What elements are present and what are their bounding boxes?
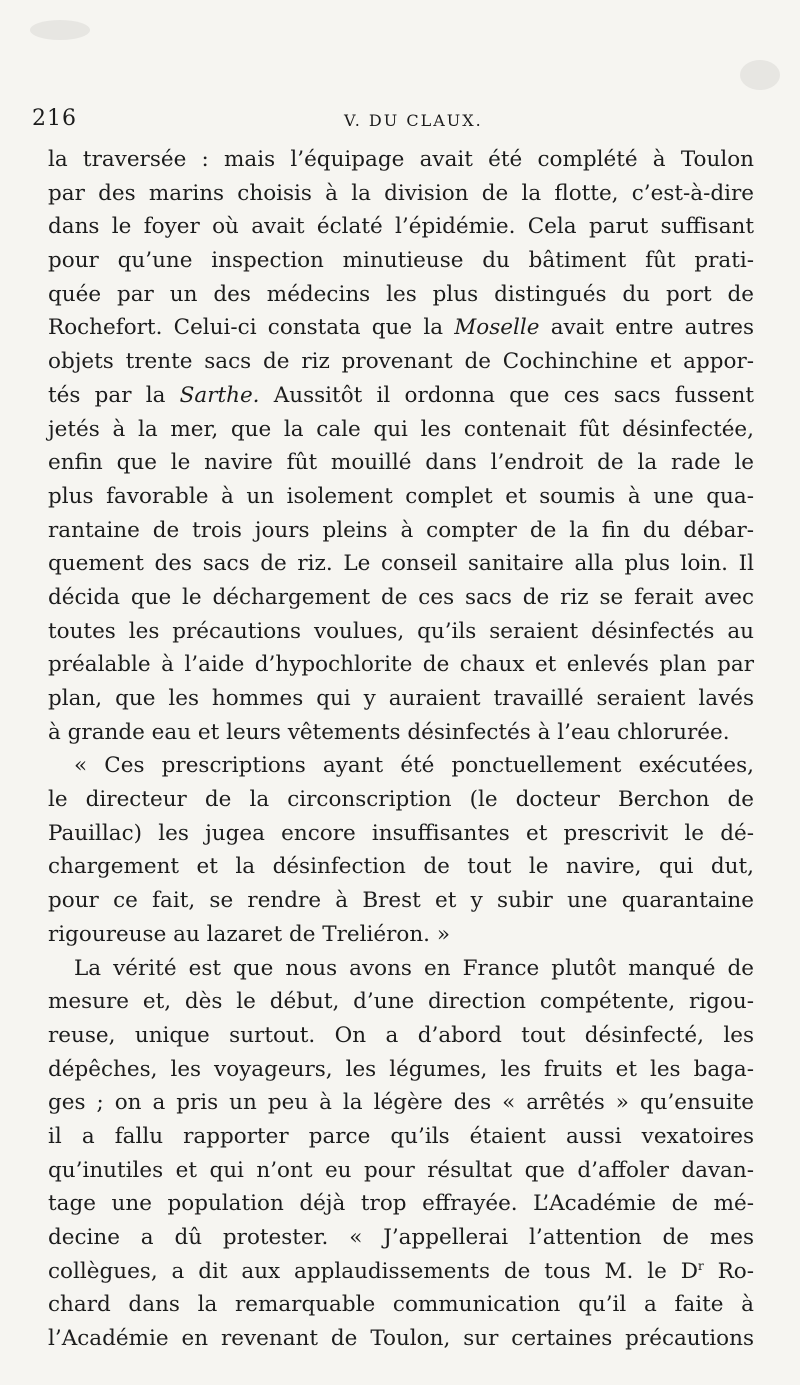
line-text: Pauillac) les jugea encore insuffisantes et prescrivit le dé- [48,820,754,846]
line-text: decine a dû protester. « J’appellerai l’attention de mes [48,1225,754,1250]
text-line [48,143,754,177]
text-line [48,716,754,750]
italic-ship-name: Moselle [454,315,540,341]
text-line [48,446,754,480]
line-text: quée par un des médecins les plus distingués du port de [48,281,754,307]
line-text: tage une population déjà trop effrayée. L’Académie de mé- [48,1191,754,1217]
italic-ship-name: Sarthe. [179,382,260,408]
line-text: toutes les précautions voulues, qu’ils seraient désinfectés au [48,618,754,644]
line-text: rigoureuse au lazaret de Treliéron. » [48,921,450,947]
line-text: quement des sacs de riz. Le conseil sanitaire alla plus loin. Il [48,551,754,577]
line-text: le directeur de la circonscription (le docteur Berchon de [48,787,754,813]
line-text: pour ce fait, se rendre à Brest et y subir une quarantaine [48,888,754,914]
text-line [48,648,754,682]
line-text: enfin que le navire fût mouillé dans l’endroit de la rade le [48,450,754,476]
running-head: V. DU CLAUX. [344,111,483,130]
superscript: r [697,1258,704,1273]
line-text: ges ; on a pris un peu à la légère des « arrêtés » qu’ensuite [48,1090,754,1116]
text-line [48,311,754,345]
page-number: 216 [32,106,77,131]
line-text: La vérité est que nous avons en France plutôt manqué de [74,955,754,981]
line-text: par des marins choisis à la division de la flotte, c’est-à-dire [48,180,754,206]
text-line [48,514,754,548]
text-line [48,817,754,851]
text-line [48,1019,754,1053]
text-line [48,1086,754,1120]
line-text: Ro- [703,1258,754,1284]
text-line [48,884,754,918]
text-line [48,345,754,379]
line-text: il a fallu rapporter parce qu’ils étaient aussi vexatoires [48,1123,754,1149]
line-text: Aussitôt il ordonna que ces sacs fussent [259,382,754,408]
text-line [48,1120,754,1154]
line-text: collègues, a dit aux applaudissements de tous M. le D [48,1258,698,1284]
line-text: avait entre autres [539,315,754,341]
text-line [48,749,754,783]
text-line [48,278,754,312]
text-line [48,615,754,649]
text-line [48,918,754,952]
paper-smudge [740,60,780,90]
line-text: mesure et, dès le début, d’une direction compétente, rigou- [48,989,754,1015]
text-line [48,480,754,514]
line-text: « Ces prescriptions ayant été ponctuellement exécutées, [74,753,754,779]
text-line [48,1288,754,1322]
text-line [48,1255,754,1289]
text-line [48,413,754,447]
line-text: à grande eau et leurs vêtements désinfectés à l’eau chlorurée. [48,719,730,745]
text-line [48,379,754,413]
text-line [48,547,754,581]
line-text: chargement et la désinfection de tout le navire, qui dut, [48,854,754,880]
line-text: décida que le déchargement de ces sacs de riz se ferait avec [48,584,754,610]
line-text: rantaine de trois jours pleins à compter de la fin du débar- [48,517,754,543]
text-line [48,210,754,244]
line-text: préalable à l’aide d’hypochlorite de chaux et enlevés plan par [48,652,754,678]
line-text: pour qu’une inspection minutieuse du bâtiment fût prati- [48,248,754,274]
text-line [48,581,754,615]
line-text: dépêches, les voyageurs, les légumes, les fruits et les baga- [48,1056,754,1082]
line-text: chard dans la remarquable communication qu’il a faite à [48,1292,754,1318]
text-line [48,985,754,1019]
line-text: plan, que les hommes qui y auraient travaillé seraient lavés [48,686,754,711]
text-line [48,1322,754,1356]
line-text: qu’inutiles et qui n’ont eu pour résultat que d’affoler davan- [48,1157,754,1183]
text-line [48,1187,754,1221]
text-line [48,1154,754,1188]
text-line [48,1053,754,1087]
page-header [32,106,772,140]
text-line [48,1221,754,1255]
text-line [48,952,754,986]
text-line [48,682,754,716]
line-text: la traversée : mais l’équipage avait été complété à Toulon [48,147,754,172]
line-text: reuse, unique surtout. On a d’abord tout désinfecté, les [48,1022,754,1048]
line-text: plus favorable à un isolement complet et soumis à une qua- [48,483,754,509]
line-text: dans le foyer où avait éclaté l’épidémie. Cela parut suffisant [48,214,754,240]
line-text: jetés à la mer, que la cale qui les contenait fût désinfectée, [48,416,754,442]
line-text: Rochefort. Celui-ci constata que la [48,315,455,341]
text-line [48,177,754,211]
text-line [48,850,754,884]
line-text: tés par la [48,382,180,408]
line-text: l’Académie en revenant de Toulon, sur certaines précautions [48,1326,754,1352]
line-text: objets trente sacs de riz provenant de Cochinchine et appor- [48,349,754,375]
text-line [48,783,754,817]
paper-smudge [30,20,90,40]
text-line [48,244,754,278]
body-text [48,143,754,1356]
